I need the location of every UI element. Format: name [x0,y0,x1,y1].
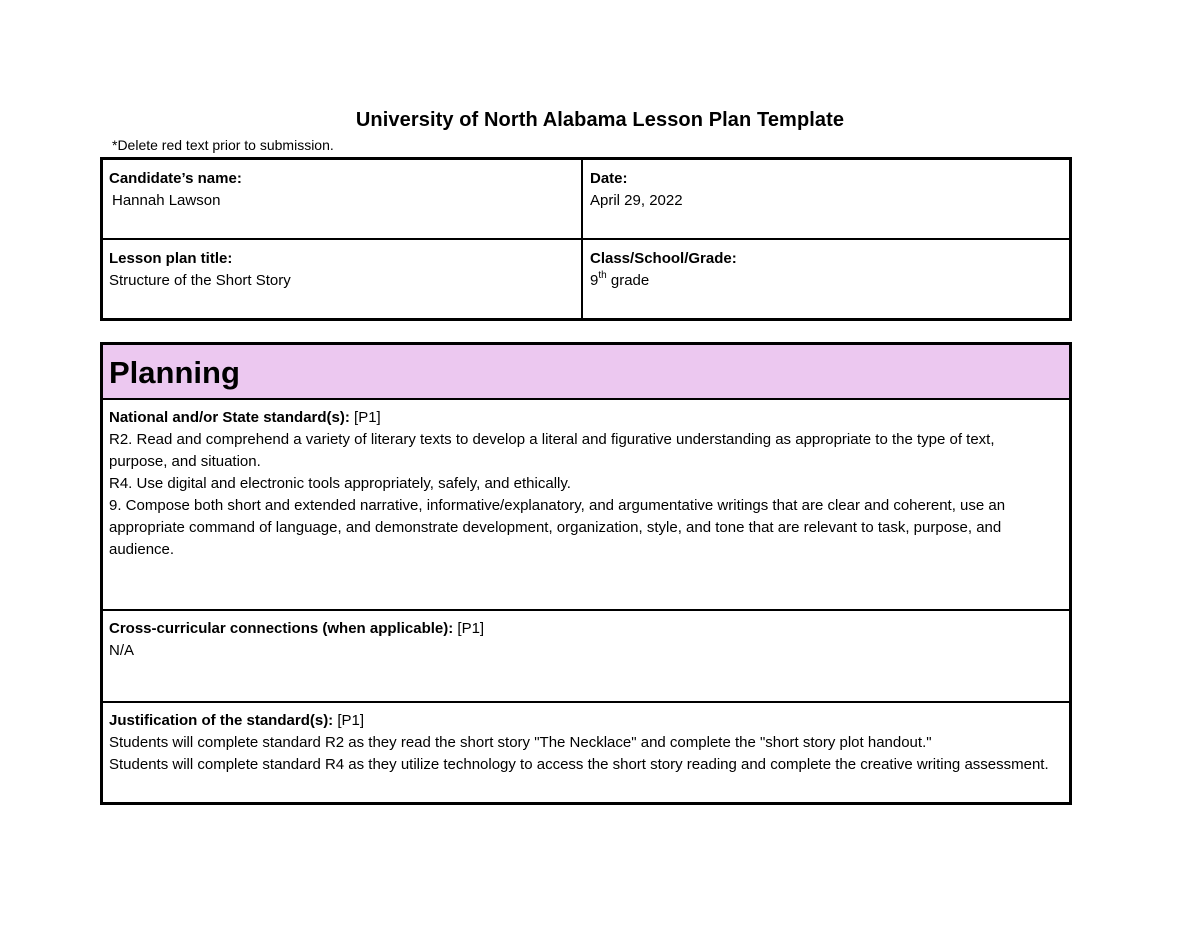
delete-note: *Delete red text prior to submission. [112,137,334,153]
cross-curricular-tag: [P1] [453,620,485,637]
date-label: Date: [590,170,628,187]
class-cell [583,240,1069,318]
standards-tag: [P1] [349,409,381,426]
justification-r4: Students will complete standard R4 as they utilize technology to access the short story reading and complete the creative writing assessment. [109,756,1049,773]
standards-label: National and/or State standard(s): [109,409,350,426]
class-value [590,270,1069,292]
standard-r2: R2. Read and comprehend a variety of literary texts to develop a literal and figurative understanding as appropriate to the type of text, purpose, and situation. [109,431,995,470]
candidate-name-label: Candidate’s name: [109,170,242,187]
lesson-title-cell [103,240,583,318]
lesson-title-value: Structure of the Short Story [109,272,291,289]
cross-curricular-heading [109,618,1055,640]
justification-r2: Students will complete standard R2 as they read the short story "The Necklace" and complete the "short story plot handout." [109,734,932,751]
standards-section [103,400,1069,611]
planning-heading: Planning [103,345,1069,400]
candidate-name-cell [103,160,583,240]
grade-text: grade [606,272,650,289]
date-value: April 29, 2022 [590,192,683,209]
standards-heading [109,407,1055,429]
standard-r4: R4. Use digital and electronic tools appropriately, safely, and ethically. [109,475,571,492]
cross-curricular-label: Cross-curricular connections (when applicable): [109,620,454,637]
standard-9: 9. Compose both short and extended narrative, informative/explanatory, and argumentative writings that are clear and coherent, use an appropriate command of language, and demonstrate development, organization, style, and tone that are relevant to task, purpose, and audience. [109,497,1006,558]
cross-curricular-value: N/A [109,642,135,659]
candidate-name-value: Hannah Lawson [112,192,221,209]
justification-section [103,703,1069,802]
date-cell [583,160,1069,240]
cross-curricular-section [103,611,1069,703]
justification-heading [109,710,1055,732]
planning-table [100,342,1072,805]
grade-number: 9 [590,272,599,289]
justification-tag: [P1] [333,712,365,729]
class-label: Class/School/Grade: [590,250,737,267]
document-title: University of North Alabama Lesson Plan Template [355,109,845,131]
grade-suffix: th [598,270,607,281]
justification-label: Justification of the standard(s): [109,712,334,729]
candidate-info-table [100,157,1072,321]
lesson-title-label: Lesson plan title: [109,250,233,267]
